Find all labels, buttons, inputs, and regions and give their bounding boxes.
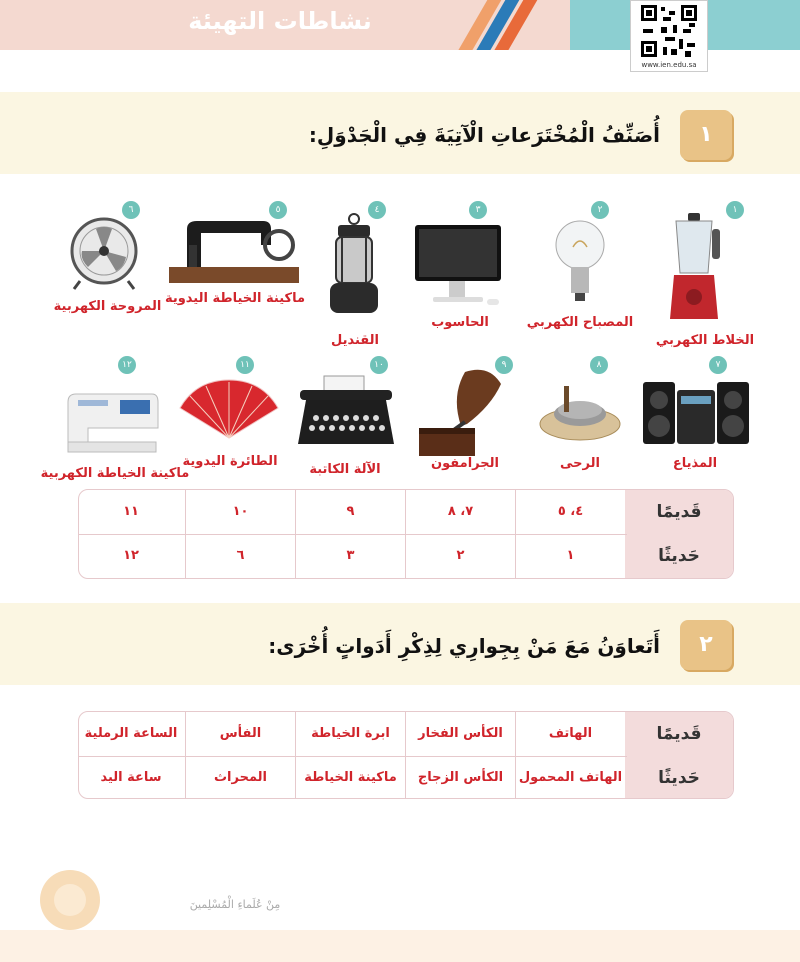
- table-cell[interactable]: ٢: [405, 534, 515, 578]
- table-cell[interactable]: الساعة الرملية: [84, 726, 178, 741]
- footer-logo-icon: [40, 870, 100, 930]
- row-label-old: قَديمًا: [656, 502, 702, 522]
- page-title: نشاطات التهيئة: [188, 7, 372, 35]
- question-1-number: ١: [680, 110, 732, 160]
- table-cell[interactable]: الكأس الفخار: [405, 712, 515, 756]
- table-cell[interactable]: ١: [515, 534, 625, 578]
- item-electric-fan: ٦ المروحة الكهربية: [50, 195, 165, 325]
- row-label-new: حَديثًا: [658, 768, 700, 788]
- light-bulb-icon: [553, 217, 607, 307]
- table-cell[interactable]: ١٢: [123, 548, 139, 563]
- question-1-text: أُصَنِّفُ الْمُخْتَرَعاتِ الْآتِيَةَ فِي الْجَدْوَلِ:: [308, 123, 660, 147]
- qr-url: www.ien.edu.sa: [641, 61, 697, 69]
- table-cell[interactable]: ٦: [185, 534, 295, 578]
- table-cell[interactable]: ساعة اليد: [100, 770, 162, 785]
- millstone-icon: [536, 380, 624, 444]
- footer-band: [0, 930, 800, 962]
- qr-code-icon: [639, 3, 699, 59]
- table-cell[interactable]: الهاتف: [515, 712, 625, 756]
- table-cell[interactable]: الكأس الزجاج: [405, 756, 515, 799]
- hand-fan-icon: [176, 378, 282, 442]
- table-cell[interactable]: المحراث: [185, 756, 295, 799]
- gramophone-icon: [411, 366, 511, 460]
- item-computer: ٣ الحاسوب: [405, 195, 515, 335]
- qr-code[interactable]: [630, 0, 708, 72]
- header-stripes: [440, 0, 560, 50]
- blender-icon: [664, 211, 724, 321]
- lantern-icon: [324, 213, 384, 317]
- item-gramophone: ٩ الجرامفون: [405, 350, 525, 480]
- electric-fan-icon: [66, 215, 142, 291]
- question-2-number: ٢: [680, 620, 732, 670]
- item-typewriter: ١٠ الآلة الكاتبة: [290, 350, 400, 490]
- table-cell[interactable]: ماكينة الخياطة: [295, 756, 405, 799]
- table-cell[interactable]: ٣: [295, 534, 405, 578]
- radio-stereo-icon: [641, 380, 751, 446]
- question-2-text: أَتَعاوَنُ مَعَ مَنْ بِجِوارِي لِذِكْرِ أَدَواتٍ أُخْرَى:: [268, 634, 660, 658]
- typewriter-icon: [294, 374, 398, 450]
- item-light-bulb: ٢ المصباح الكهربي: [525, 195, 635, 335]
- item-hand-fan: ١١ الطائرة اليدوية: [170, 350, 290, 480]
- electric-sewing-machine-icon: [64, 390, 160, 454]
- footer-text: مِنْ عُلَماءِ الْمُسْلِمينَ: [189, 898, 281, 911]
- hand-sewing-machine-icon: [167, 215, 303, 287]
- table-cell[interactable]: ١٠: [185, 490, 295, 534]
- item-electric-sewing-machine: ١٢ ماكينة الخياطة الكهربية: [40, 350, 190, 490]
- item-lantern: ٤ القنديل: [310, 195, 400, 355]
- table-cell[interactable]: ٩: [295, 490, 405, 534]
- computer-monitor-icon: [411, 223, 511, 313]
- item-millstone: ٨ الرحى: [530, 350, 630, 480]
- table-cell[interactable]: ٤، ٥: [515, 490, 625, 534]
- row-label-new: حَديثًا: [658, 546, 700, 566]
- table-cell[interactable]: ٧، ٨: [405, 490, 515, 534]
- table-cell[interactable]: الهاتف المحمول: [515, 756, 625, 799]
- table-cell[interactable]: الفأس: [185, 712, 295, 756]
- item-radio: ٧ المذياع: [635, 350, 755, 480]
- item-blender: ١ الخلاط الكهربي: [650, 195, 760, 355]
- table-cell[interactable]: ١١: [123, 504, 139, 519]
- table-cell[interactable]: ابرة الخياطة: [295, 712, 405, 756]
- tools-table: [78, 711, 734, 799]
- classification-table: [78, 489, 734, 579]
- item-hand-sewing-machine: ٥ ماكينة الخياطة اليدوية: [165, 195, 305, 315]
- row-label-old: قَديمًا: [656, 724, 702, 744]
